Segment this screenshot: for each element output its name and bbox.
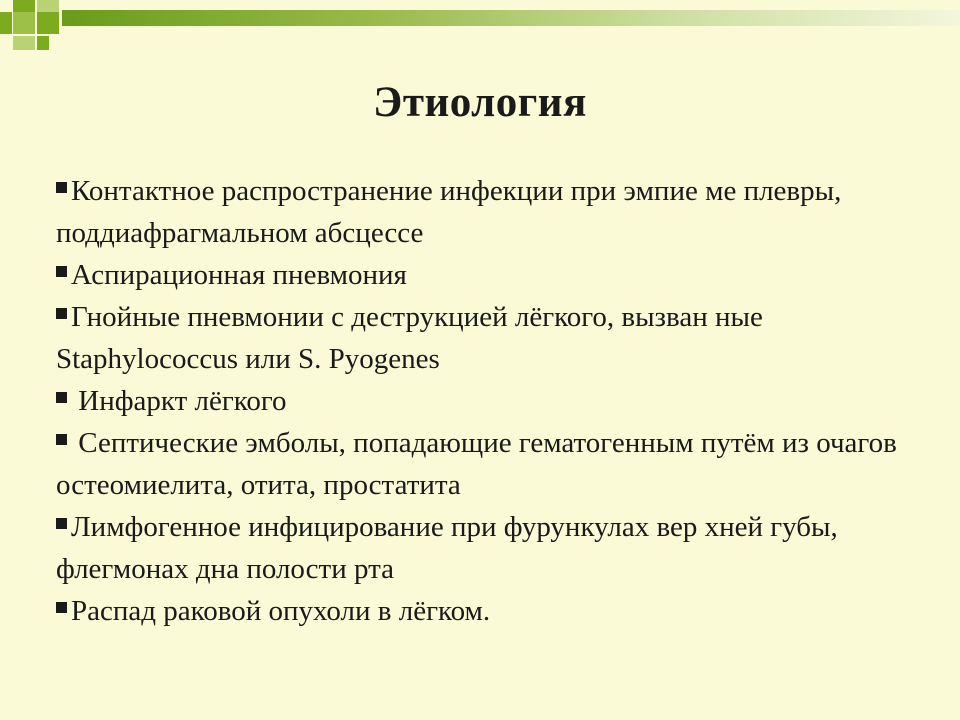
square-bullet-icon — [56, 308, 67, 319]
square-bullet-icon — [56, 434, 67, 445]
bullet-list — [56, 170, 936, 632]
decor-square — [37, 36, 49, 50]
bullet-text: Аспирационная пневмония — [71, 259, 407, 291]
bullet-text: Септические эмболы, попадающие гематогенным путём из очагов остеомиелита, отита, простатита — [56, 427, 897, 501]
decor-square — [0, 12, 12, 34]
square-bullet-icon — [56, 602, 67, 613]
list-item — [56, 296, 936, 380]
list-item — [56, 506, 936, 590]
slide-title: Этиология — [373, 79, 587, 126]
decor-square — [13, 12, 35, 34]
decor-square — [37, 12, 59, 34]
list-item — [56, 170, 936, 254]
decor-square — [13, 0, 35, 12]
bullet-text: Контактное распространение инфекции при эмпие ме плевры, поддиафрагмальном абсцессе — [56, 175, 842, 249]
decor-square — [37, 0, 59, 12]
square-bullet-icon — [56, 182, 67, 193]
top-gradient-bar — [62, 10, 960, 26]
decor-square — [13, 36, 35, 50]
list-item — [56, 254, 936, 296]
list-item — [56, 380, 936, 422]
bullet-text: Распад раковой опухоли в лёгком. — [71, 595, 491, 627]
bullet-text: Инфаркт лёгкого — [78, 385, 287, 417]
list-item — [56, 422, 936, 506]
bullet-text: Гнойные пневмонии с деструкцией лёгкого, вызван ные Staphylococcus или S. Pyogenes — [56, 301, 763, 375]
square-bullet-icon — [56, 518, 67, 529]
square-bullet-icon — [56, 266, 67, 277]
bullet-text: Лимфогенное инфицирование при фурункулах вер хней губы, флегмонах дна полости рта — [56, 511, 838, 585]
square-bullet-icon — [56, 392, 67, 403]
list-item — [56, 590, 936, 632]
